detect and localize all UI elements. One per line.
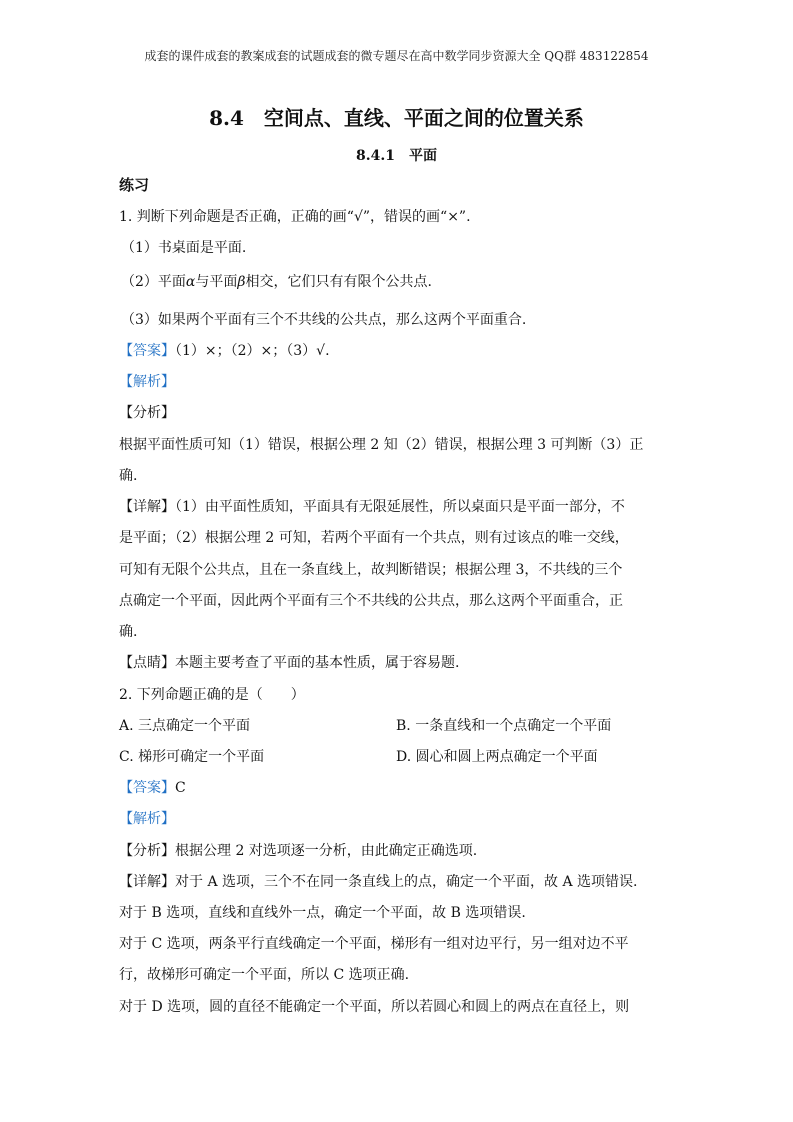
q1-item-2-part-b: 与平面 [195,274,238,290]
dianjing-text: 本题主要考查了平面的基本性质，属于容易题. [175,655,460,671]
q1-answer [119,340,679,362]
page-title: 8.4 空间点、直线、平面之间的位置关系 [209,106,584,130]
xiangjie-text: （1）由平面性质知，平面具有无限延展性，所以桌面只是平面一部分，不 [175,499,625,515]
q2-option-d: D. 圆心和圆上两点确定一个平面 [396,749,598,765]
q2-option-a: A. 三点确定一个平面 [119,718,251,734]
q1-item-2 [121,271,681,293]
q2-xiangjie-line-3: 对于 C 选项，两条平行直线确定一个平面，梯形有一组对边平行，另一组对边不平 [119,936,629,952]
q2-xiangjie-line-2: 对于 B 选项，直线和直线外一点，确定一个平面，故 B 选项错误. [119,905,526,921]
q1-jiexi-tag: 【解析】 [119,374,175,390]
q1-xiangjie-line-3: 可知有无限个公共点，且在一条直线上，故判断错误；根据公理 3，不共线的三个 [119,562,623,578]
q1-fenxi-tag: 【分析】 [119,405,175,421]
q1-xiangjie-line-1 [119,496,679,518]
q1-stem: 1. 判断下列命题是否正确，正确的画“√”，错误的画“×”. [119,209,471,225]
q1-item-2-part-c: 相交，它们只有有限个公共点. [245,274,432,290]
q2-option-b: B. 一条直线和一个点确定一个平面 [396,718,612,734]
answer-tag: 【答案】 [119,780,175,796]
answer-tag: 【答案】 [119,343,175,359]
q2-xiangjie-line-4: 行，故梯形可确定一个平面，所以 C 选项正确. [119,967,410,983]
q1-item-2-part-a: （2）平面 [121,274,186,290]
fenxi-text: 根据公理 2 对选项逐一分析，由此确定正确选项. [175,843,478,859]
q1-xiangjie-line-2: 是平面；（2）根据公理 2 可知，若两个平面有一个共点，则有过该点的唯一交线， [119,530,629,546]
q1-xiangjie-line-5: 确. [119,624,138,640]
q1-fenxi-line-1: 根据平面性质可知（1）错误，根据公理 2 知（2）错误，根据公理 3 可判断（3）正 [119,437,644,453]
xiangjie-tag: 【详解】 [119,499,175,515]
q2-option-c: C. 梯形可确定一个平面 [119,749,265,765]
xiangjie-tag: 【详解】 [119,874,175,890]
q1-dianjing [119,652,679,674]
q2-fenxi [119,840,679,862]
answer-text: C [175,780,186,796]
section-heading: 练习 [119,176,150,194]
q2-answer [119,777,679,799]
q2-stem: 2. 下列命题正确的是（ ） [119,687,305,703]
q2-jiexi-tag: 【解析】 [119,811,175,827]
beta-symbol: β [237,274,246,290]
dianjing-tag: 【点睛】 [119,655,175,671]
q1-item-1: （1）书桌面是平面. [121,240,247,256]
answer-text: （1）×；（2）×；（3）√. [175,343,330,359]
xiangjie-text: 对于 A 选项，三个不在同一条直线上的点，确定一个平面，故 A 选项错误. [175,874,638,890]
alpha-symbol: α [185,274,196,290]
q1-xiangjie-line-4: 点确定一个平面，因此两个平面有三个不共线的公共点，那么这两个平面重合，正 [119,593,623,609]
q2-xiangjie-line-5: 对于 D 选项，圆的直径不能确定一个平面，所以若圆心和圆上的两点在直径上，则 [119,999,630,1015]
q1-item-3: （3）如果两个平面有三个不共线的公共点，那么这两个平面重合. [121,312,527,328]
q1-fenxi-line-2: 确. [119,468,138,484]
page-subtitle: 8.4.1 平面 [356,148,437,164]
q2-xiangjie-line-1 [119,871,679,893]
resource-header: 成套的课件成套的教案成套的试题成套的微专题尽在高中数学同步资源大全 QQ群 483122854 [144,49,649,63]
fenxi-tag: 【分析】 [119,843,175,859]
